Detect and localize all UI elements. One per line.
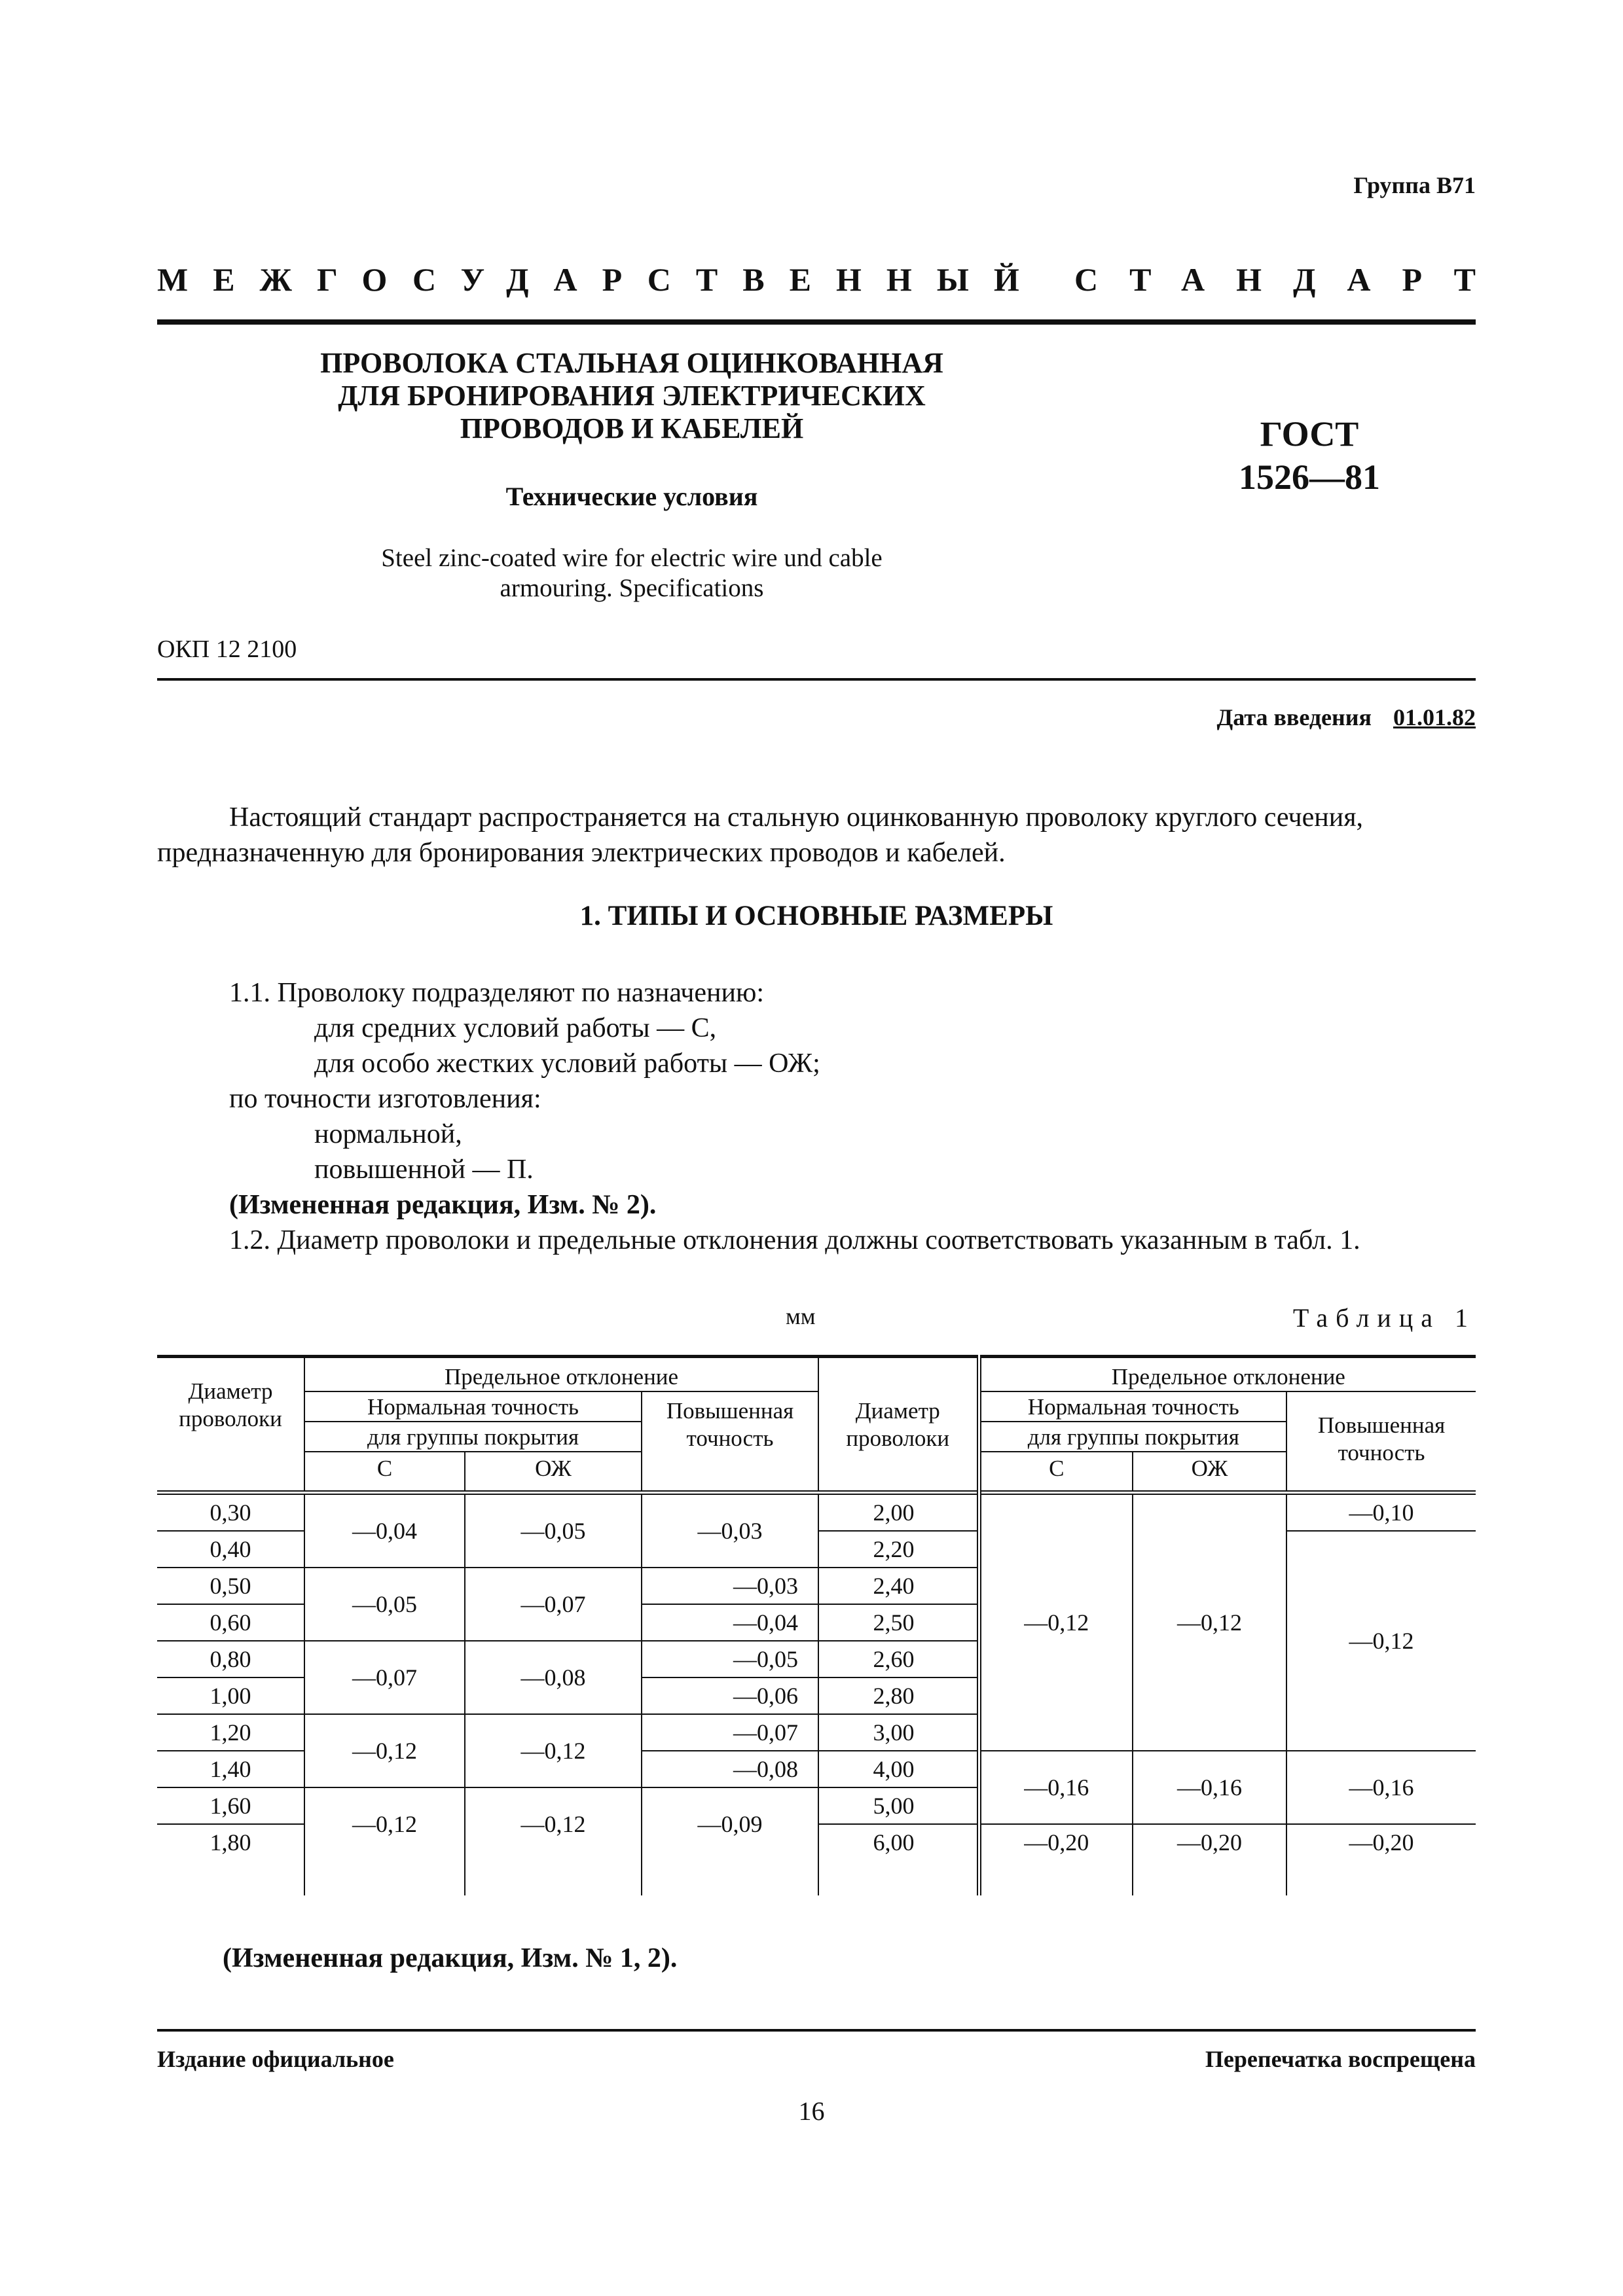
- standard-banner: [157, 260, 1507, 298]
- clause-1-1-d: нормальной,: [314, 1119, 462, 1149]
- deviation-high-cell: —0,08: [642, 1751, 818, 1787]
- table-spacer: [304, 1860, 465, 1895]
- footer-rule: [157, 2029, 1476, 2032]
- header-diameter-right: Диаметр проволоки: [818, 1357, 979, 1493]
- deviation-high-cell: —0,20: [1286, 1824, 1476, 1860]
- deviation-oj-cell: —0,07: [465, 1568, 642, 1641]
- gost-code: 1526—81: [1239, 457, 1380, 497]
- diameter-cell: 0,60: [157, 1604, 304, 1641]
- diameter-cell: 2,40: [818, 1568, 979, 1604]
- deviation-c-cell: —0,12: [304, 1714, 465, 1787]
- gost-label: ГОСТ: [1260, 414, 1359, 454]
- header-c-left: С: [304, 1452, 465, 1492]
- diameter-cell: 0,50: [157, 1568, 304, 1604]
- deviation-high-cell: —0,04: [642, 1604, 818, 1641]
- table-spacer: [818, 1860, 979, 1895]
- header-group-right: для группы покрытия: [979, 1422, 1286, 1452]
- deviation-high-cell: —0,03: [642, 1568, 818, 1604]
- diameter-cell: 2,20: [818, 1531, 979, 1568]
- diameter-cell: 5,00: [818, 1787, 979, 1824]
- deviation-oj-cell: —0,12: [1133, 1492, 1286, 1751]
- deviation-oj-cell: —0,12: [465, 1787, 642, 1860]
- english-title: [275, 543, 989, 603]
- clause-1-1-a: для средних условий работы — С,: [314, 1013, 717, 1043]
- header-high-left: Повышенная точность: [642, 1391, 818, 1492]
- diameter-cell: 1,40: [157, 1751, 304, 1787]
- header-high-right: Повышенная точность: [1286, 1391, 1476, 1492]
- okp-code: ОКП 12 2100: [157, 636, 297, 663]
- deviation-oj-cell: —0,08: [465, 1641, 642, 1714]
- header-deviation-right: Предельное отклонение: [979, 1357, 1476, 1392]
- section-heading: 1. ТИПЫ И ОСНОВНЫЕ РАЗМЕРЫ: [579, 901, 1053, 931]
- diameter-cell: 2,60: [818, 1641, 979, 1677]
- edit-note-1: (Измененная редакция, Изм. № 2).: [229, 1190, 657, 1220]
- gost-number: [1192, 412, 1427, 499]
- header-oj-right: ОЖ: [1133, 1452, 1286, 1492]
- deviation-c-cell: —0,07: [304, 1641, 465, 1714]
- okp-rule: [157, 678, 1476, 681]
- deviation-c-cell: —0,05: [304, 1568, 465, 1641]
- clause-1-1-b: для особо жестких условий работы — ОЖ;: [314, 1049, 820, 1079]
- diameter-cell: 2,00: [818, 1492, 979, 1531]
- group-code: Группа В71: [1353, 172, 1476, 198]
- header-diameter-left: Диаметр проволоки: [157, 1357, 304, 1493]
- deviation-c-cell: —0,12: [979, 1492, 1133, 1751]
- deviation-c-cell: —0,04: [304, 1492, 465, 1568]
- banner-right: СТАНДАРТ: [1074, 261, 1507, 298]
- deviation-c-cell: —0,16: [979, 1751, 1133, 1824]
- deviation-high-cell: —0,16: [1286, 1751, 1476, 1824]
- clause-1-1-e: повышенной — П.: [314, 1155, 534, 1185]
- diameter-cell: 2,80: [818, 1677, 979, 1714]
- clause-1-1-c: по точности изготовления:: [229, 1084, 541, 1114]
- page-number: 16: [798, 2096, 825, 2126]
- table-spacer: [1286, 1860, 1476, 1895]
- footer-left: Издание официальное: [157, 2046, 394, 2072]
- header-normal-right: Нормальная точность: [979, 1391, 1286, 1422]
- deviation-high-cell: —0,05: [642, 1641, 818, 1677]
- document-title: [275, 347, 989, 445]
- paragraph-1-line-1: Настоящий стандарт распространяется на стальную оцинкованную проволоку круглого сечения,: [229, 802, 1364, 833]
- deviation-oj-cell: —0,05: [465, 1492, 642, 1568]
- edit-note-2: (Измененная редакция, Изм. № 1, 2).: [223, 1943, 678, 1973]
- table-spacer: [979, 1860, 1133, 1895]
- title-line-3: ПРОВОДОВ И КАБЕЛЕЙ: [460, 412, 804, 444]
- table-spacer: [465, 1860, 642, 1895]
- table-units: мм: [786, 1303, 816, 1329]
- table-spacer: [1133, 1860, 1286, 1895]
- deviation-high-cell: —0,07: [642, 1714, 818, 1751]
- header-deviation-left: Предельное отклонение: [304, 1357, 818, 1392]
- intro-date: [1217, 704, 1476, 731]
- paragraph-1-line-2: предназначенную для бронирования электрических проводов и кабелей.: [157, 838, 1006, 868]
- document-subtitle: Технические условия: [505, 482, 758, 511]
- diameter-cell: 1,60: [157, 1787, 304, 1824]
- deviation-high-cell: —0,06: [642, 1677, 818, 1714]
- title-line-1: ПРОВОЛОКА СТАЛЬНАЯ ОЦИНКОВАННАЯ: [320, 347, 943, 379]
- deviation-c-cell: —0,12: [304, 1787, 465, 1860]
- diameter-cell: 0,40: [157, 1531, 304, 1568]
- clause-1-1: 1.1. Проволоку подразделяют по назначению:: [229, 978, 765, 1008]
- banner-left: МЕЖГОСУДАРСТВЕННЫЙ: [157, 261, 1044, 298]
- intro-date-value: 01.01.82: [1393, 704, 1476, 730]
- diameter-cell: 4,00: [818, 1751, 979, 1787]
- deviation-c-cell: —0,20: [979, 1824, 1133, 1860]
- diameter-cell: 1,00: [157, 1677, 304, 1714]
- intro-date-label: Дата введения: [1216, 704, 1372, 730]
- deviation-high-cell: —0,03: [642, 1492, 818, 1568]
- table-title: Таблица 1: [1292, 1303, 1476, 1333]
- diameter-cell: 2,50: [818, 1604, 979, 1641]
- diameter-cell: 6,00: [818, 1824, 979, 1860]
- diameter-cell: 0,80: [157, 1641, 304, 1677]
- table-spacer: [157, 1860, 304, 1895]
- dimension-table: [157, 1355, 1476, 1895]
- deviation-high-cell: —0,10: [1286, 1492, 1476, 1531]
- table-spacer: [642, 1860, 818, 1895]
- header-normal-left: Нормальная точность: [304, 1391, 642, 1422]
- english-title-line-1: Steel zinc-coated wire for electric wire und cable: [381, 544, 883, 572]
- diameter-cell: 1,80: [157, 1824, 304, 1860]
- english-title-line-2: armouring. Specifications: [500, 574, 764, 602]
- deviation-high-cell: —0,09: [642, 1787, 818, 1860]
- header-group-left: для группы покрытия: [304, 1422, 642, 1452]
- diameter-cell: 3,00: [818, 1714, 979, 1751]
- top-rule: [157, 319, 1476, 325]
- deviation-oj-cell: —0,16: [1133, 1751, 1286, 1824]
- clause-1-2: 1.2. Диаметр проволоки и предельные отклонения должны соответствовать указанным в табл. 1.: [229, 1225, 1360, 1255]
- deviation-oj-cell: —0,12: [465, 1714, 642, 1787]
- title-line-2: ДЛЯ БРОНИРОВАНИЯ ЭЛЕКТРИЧЕСКИХ: [338, 380, 926, 412]
- diameter-cell: 0,30: [157, 1492, 304, 1531]
- deviation-high-cell: —0,12: [1286, 1531, 1476, 1751]
- header-oj-left: ОЖ: [465, 1452, 642, 1492]
- footer-right: Перепечатка воспрещена: [1205, 2046, 1476, 2072]
- header-c-right: С: [979, 1452, 1133, 1492]
- deviation-oj-cell: —0,20: [1133, 1824, 1286, 1860]
- diameter-cell: 1,20: [157, 1714, 304, 1751]
